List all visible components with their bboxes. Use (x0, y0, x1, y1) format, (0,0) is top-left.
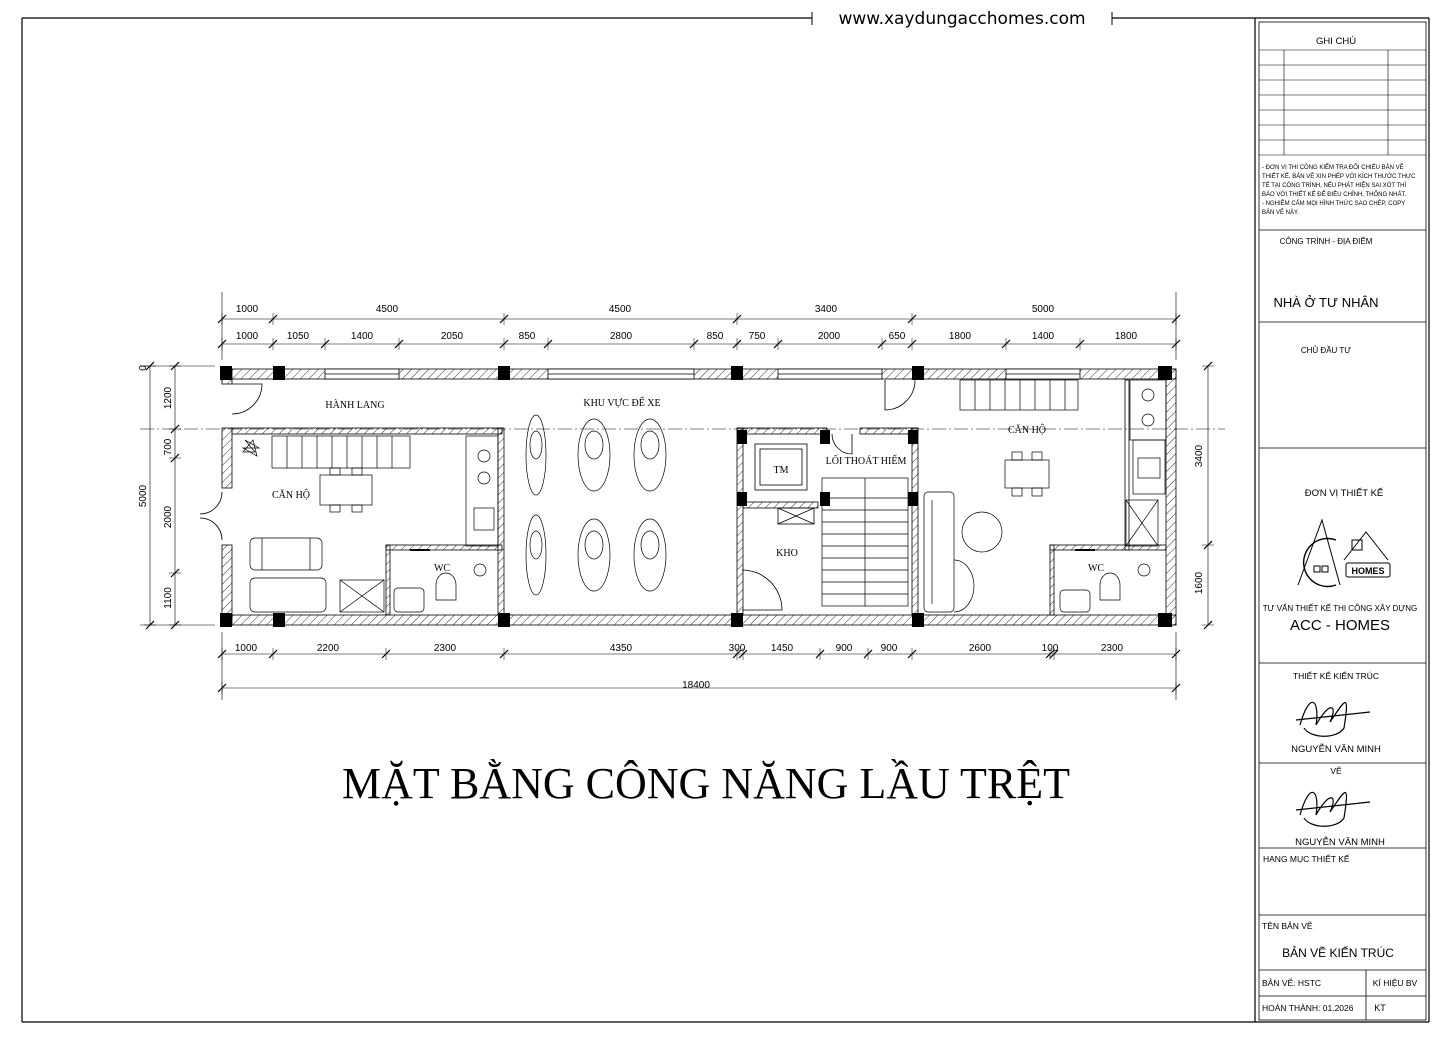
drafter-signature-icon (1296, 792, 1370, 826)
category-label: HẠNG MỤC THIẾT KẾ (1263, 854, 1350, 864)
sheet-code: KT (1374, 1003, 1386, 1013)
architect-name: NGUYỄN VĂN MINH (1291, 744, 1381, 755)
doors (200, 380, 1095, 610)
dim-label: 3400 (814, 304, 838, 315)
elevator-shaft (755, 444, 814, 524)
dim-label: 4350 (609, 643, 633, 654)
sheet-stage: BẢN VẼ: HSTC (1262, 978, 1322, 988)
dim-label: 1800 (1114, 331, 1138, 342)
designer-label: ĐƠN VỊ THIẾT KẾ (1304, 488, 1384, 499)
furniture-right-apartment (924, 380, 1166, 612)
project-label: CÔNG TRÌNH - ĐỊA ĐIỂM (1279, 237, 1373, 246)
architect-label: THIẾT KẾ KIẾN TRÚC (1292, 671, 1380, 681)
sheet-frame (22, 12, 1429, 1022)
room-apartment-left: CĂN HỘ (271, 490, 311, 501)
dim-label: 4500 (608, 304, 632, 315)
dim-label: 3400 (1194, 444, 1205, 468)
owner-label: CHỦ ĐẦU TƯ (1300, 346, 1352, 355)
company-tagline: TƯ VẤN THIẾT KẾ THI CÔNG XÂY DỰNG (1262, 604, 1418, 613)
dim-label: 850 (706, 331, 724, 342)
company-name: ACC - HOMES (1289, 617, 1391, 634)
room-elevator: TM (773, 465, 789, 476)
sheet-code-label: KÍ HIỆU BV (1372, 978, 1418, 988)
motorbikes (526, 415, 666, 595)
dim-label: 2200 (316, 643, 340, 654)
dim-label: 1600 (1194, 571, 1205, 595)
dim-total: 18400 (682, 680, 710, 691)
room-wc-right: WC (1087, 563, 1105, 574)
dim-label: 2300 (433, 643, 457, 654)
room-storage: KHO (776, 548, 798, 559)
dim-label: 900 (835, 643, 853, 654)
dim-label: 5000 (138, 484, 149, 508)
furniture-left-apartment (243, 436, 498, 612)
title-block (1255, 18, 1426, 1022)
dim-label: 1100 (163, 587, 174, 609)
dim-label: 2600 (968, 643, 992, 654)
architect-signature-icon (1296, 702, 1370, 736)
drafter-name: NGUYỄN VĂN MINH (1295, 837, 1385, 848)
dims-right (1194, 444, 1205, 594)
drawing-title: MẶT BẰNG CÔNG NĂNG LẦU TRỆT (341, 759, 1071, 808)
dim-label: 4500 (375, 304, 399, 315)
room-parking: KHU VỰC ĐỂ XE (583, 398, 661, 409)
notes-line: BÁO VỚI THIẾT KẾ ĐỂ ĐIỀU CHỈNH, THỐNG NHẤT. (1262, 192, 1407, 198)
dim-label: 100 (1041, 643, 1059, 654)
completion-date: HOÀN THÀNH: 01.2026 (1262, 1003, 1354, 1013)
dim-label: 5000 (1031, 304, 1055, 315)
notes-line: - NGHIÊM CẤM MỌI HÌNH THỨC SAO CHÉP, COPY (1262, 201, 1406, 207)
logo-text: HOMES (1351, 566, 1385, 576)
dim-label: 650 (888, 331, 906, 342)
company-logo-icon (1298, 520, 1390, 586)
dim-label: 1000 (234, 643, 258, 654)
dim-label: 700 (163, 438, 174, 456)
dim-label: 2300 (1100, 643, 1124, 654)
dim-label: 1450 (770, 643, 794, 654)
dims-top-inner (236, 331, 1138, 342)
notes-line: TẾ TẠI CÔNG TRÌNH, NẾU PHÁT HIỆN SAI XÓT THÌ (1262, 183, 1407, 189)
sheet-title: BẢN VẼ KIẾN TRÚC (1282, 946, 1394, 960)
dim-label: 750 (748, 331, 766, 342)
dims-left (138, 365, 174, 609)
room-apartment-right: CĂN HỘ (1007, 425, 1047, 436)
website-url: www.xaydungacchomes.com (838, 9, 1086, 29)
dim-label: 1400 (1031, 331, 1055, 342)
dim-label: 2000 (817, 331, 841, 342)
dim-label: 300 (728, 643, 746, 654)
notes-line: BẢN VẼ NÀY. (1262, 210, 1299, 216)
notes-line: - ĐƠN VỊ THI CÔNG KIỂM TRA ĐỐI CHIẾU BẢN VẼ (1262, 165, 1404, 171)
dim-label: 1400 (350, 331, 374, 342)
dim-label: 850 (518, 331, 536, 342)
dims-bottom (235, 643, 1124, 691)
room-wc-left: WC (433, 563, 451, 574)
dim-label: 1000 (235, 331, 259, 342)
room-hallway: HÀNH LANG (325, 400, 385, 411)
dim-label: 1000 (235, 304, 259, 315)
dim-label: 0 (138, 365, 149, 371)
sheet-title-label: TÊN BẢN VẼ (1262, 921, 1313, 931)
notes-header: GHI CHÚ (1315, 36, 1357, 47)
dim-label: 1050 (286, 331, 310, 342)
dim-label: 1200 (163, 386, 174, 410)
drafter-label: VẼ (1330, 766, 1342, 776)
project-name: NHÀ Ở TƯ NHÂN (1273, 295, 1379, 310)
dims-top-outer (236, 304, 1055, 315)
stairs (272, 380, 1078, 606)
dim-label: 2800 (609, 331, 633, 342)
dim-label: 2000 (163, 505, 174, 529)
dim-label: 1800 (948, 331, 972, 342)
dim-label: 2050 (440, 331, 464, 342)
notes-line: THIẾT KẾ, BẢN VẼ XIN PHÉP VỚI KÍCH THƯỚC THỰC (1262, 174, 1416, 180)
dim-label: 900 (880, 643, 898, 654)
room-fire-exit: LỐI THOÁT HIỂM (825, 456, 907, 467)
